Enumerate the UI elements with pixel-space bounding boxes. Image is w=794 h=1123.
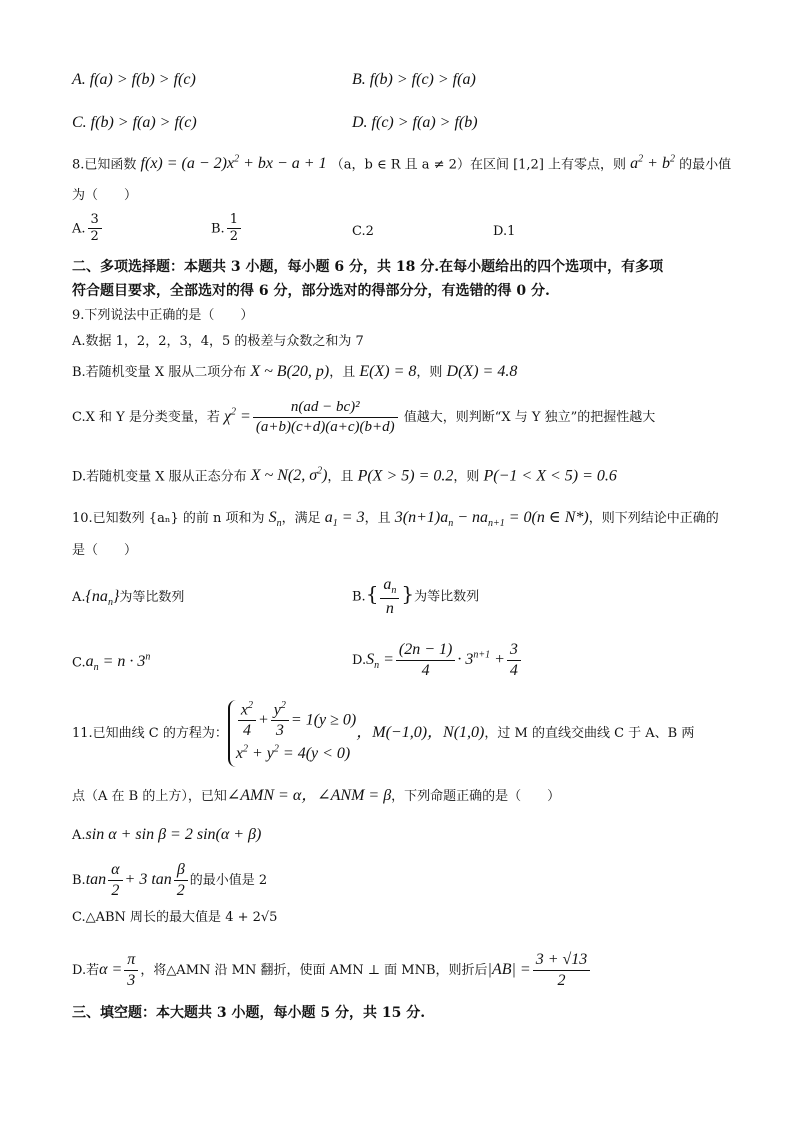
q11-b-end: 的最小值是 2 (189, 873, 268, 889)
q11-b-label: B. (72, 873, 86, 889)
q9-c-frac (253, 398, 398, 437)
q11-option-d (72, 950, 592, 991)
q11-stem2b: ，下列命题正确的是（ ） (391, 789, 561, 804)
q10-b-text: 为等比数列 (414, 589, 480, 605)
q9-d-mid: ，且 (327, 469, 354, 485)
q11-stem2: 点（A 在 B 的上方），已知 (72, 789, 227, 804)
q10-d-frac2: $\frac{3}{4}$ (507, 640, 521, 681)
q9-b-var: D(X) = 4.8 (446, 363, 518, 380)
q11-option-c: C.△ABN 周长的最大值是 4 + 2√5 (72, 910, 278, 925)
q11-d-text: D.若 (72, 963, 100, 979)
q10-b-frac: $\frac{a_n}{n}$ (380, 575, 399, 619)
q11-d-ab: |AB| = (487, 961, 531, 979)
q11-option-b (72, 860, 267, 901)
q10-option-b: B.{ $\frac{a_n}{n}$ }为等比数列 (352, 576, 480, 617)
q11-stem1: 11.已知曲线 C 的方程为： (72, 725, 228, 741)
q8-option-a-num: 3 (88, 212, 102, 229)
q10-a-seq: $\{na_n\}$ (85, 588, 120, 609)
q11-d-alpha: α = $\frac{\pi}{3}$ (99, 961, 140, 978)
q11-points: ，M(−1,0)，N(1,0) (356, 723, 485, 741)
q11-stem1b: ，过 M 的直线交曲线 C 于 A、B 两 (484, 725, 695, 741)
q10-stem1d: ，则下列结论中正确的 (588, 511, 719, 526)
q8-condition: （a，b ∈ R 且 a ≠ 2）在区间 [1,2] 上有零点，则 (330, 157, 627, 173)
q11-angles: ∠AMN = α，∠ANM = β (226, 787, 392, 804)
q10-stem1b: ，满足 (281, 511, 321, 526)
q10-option-d: $D.S_n$ = $\frac{(2n - 1)}{4}$ · $3^{n+1}$ + $\frac{3}{4}$ (352, 640, 523, 681)
q10-c-label: C. (72, 655, 86, 671)
q10-stem1c: ，且 (364, 511, 391, 526)
q10-recurrence: $3(n+1)a_n - na_{n+1} = 0(n$ ∈ N*) (394, 509, 589, 530)
q8-option-b-frac (227, 212, 241, 246)
q10-stem1: 10.已知数列 {aₙ} 的前 n 项和为 (72, 511, 265, 526)
q11-a-formula: sin α + sin β = 2 sin(α + β) (85, 826, 262, 843)
q8-stem-line2: 为（ ） (72, 188, 138, 203)
q11-option-a (72, 825, 261, 844)
q9-c-text: C.X 和 Y 是分类变量，若 (72, 409, 220, 425)
q11-d-den: 2 (557, 972, 566, 990)
q7-option-b: B. f(b) > f(c) > f(a) (352, 71, 476, 88)
q9-d-end: ，则 (453, 469, 480, 485)
q9-option-a: A.数据 1，2，2，3，4，5 的极差与众数之和为 7 (72, 334, 364, 349)
q9-c-chi: $\chi^2$ = (224, 406, 251, 425)
q9-b-mid: ，且 (329, 365, 356, 380)
q9-option-b (72, 362, 517, 381)
q10-stem-line2: 是（ ） (72, 543, 138, 558)
q8-option-a-den: 2 (90, 229, 99, 245)
q8-option-b-num: 1 (227, 212, 241, 229)
q11-stem (72, 700, 694, 767)
q8-prefix: 8.已知函数 (72, 157, 137, 173)
q11-stem-line2 (72, 786, 560, 805)
q10-option-c (72, 652, 150, 675)
q10-option-a: $A.\{na_n\}$为等比数列 (72, 588, 185, 609)
q8-option-a-label: A. (72, 221, 86, 237)
q10-d-label: D. (352, 653, 367, 668)
q9-d-p2: P(−1 < X < 5) = 0.6 (483, 467, 617, 485)
section3-header: 三、填空题：本大题共 3 小题，每小题 5 分，共 15 分. (72, 1005, 426, 1021)
section2-header-line2: 符合题目要求，全部选对的得 6 分，部分选对的得部分分，有选错的得 0 分. (72, 283, 550, 299)
q10-stem (72, 508, 719, 530)
q8-option-b-label: B. (211, 221, 225, 237)
q8-stem (72, 154, 731, 174)
q9-b-dist: X ~ B(20, p) (250, 363, 330, 380)
q11-curve-system: $\frac{x^2}{4}$ + $\frac{y^2}{3}$ = 1(y ≥ 0) $x^2 + y^2 = 4(y < 0)$ (228, 700, 356, 767)
q10-d-frac1: $\frac{(2n - 1)}{4}$ (396, 640, 455, 681)
q8-option-a-frac (88, 212, 102, 246)
section2-header-line1: 二、多项选择题：本题共 3 小题，每小题 6 分，共 18 分.在每小题给出的四个选项中，有多项 (72, 259, 664, 275)
q8-option-d: D.1 (493, 224, 516, 239)
q11-b-formula: tan $\frac{\alpha}{2}$ + 3 tan $\frac{\beta}{2}$ (86, 871, 190, 888)
q10-a1: $a_1 = 3$ (324, 509, 365, 530)
q9-d-text: D.若随机变量 X 服从正态分布 (72, 469, 247, 485)
q11-d-frac (533, 950, 591, 991)
q10-sn: $S_n$ (268, 509, 282, 530)
q7-option-d: D. f(c) > f(a) > f(b) (352, 114, 478, 131)
q9-b-end: ，则 (416, 365, 443, 380)
q8-function: $f(x) = (a - 2)x^2$ + bx − a + 1 (140, 154, 327, 173)
q9-c-num: n(ad − bc)² (253, 398, 398, 418)
q9-b-expect: E(X) = 8 (359, 363, 417, 380)
q9-b-text: B.若随机变量 X 服从二项分布 (72, 365, 247, 380)
q7-option-a: A. f(a) > f(b) > f(c) (72, 71, 196, 88)
q8-option-b-den: 2 (229, 229, 238, 245)
q9-c-end: 值越大，则判断“X 与 Y 独立”的把握性越大 (403, 409, 656, 425)
q10-c-formula: $a_n = n \cdot 3^n$ (85, 652, 151, 674)
q11-d-mid: ，将△AMN 沿 MN 翻折，使面 AMN ⊥ 面 MNB，则折后 (140, 963, 488, 979)
q7-option-c: C. f(b) > f(a) > f(c) (72, 114, 197, 131)
q8-suffix: 的最小值 (679, 157, 732, 173)
q10-a-text: 为等比数列 (119, 590, 185, 605)
q9-stem: 9.下列说法中正确的是（ ） (72, 308, 254, 323)
q8-expression: $a^2 + b^2$ (630, 154, 675, 173)
q9-option-d (72, 466, 617, 486)
q11-a-label: A. (72, 828, 86, 843)
q9-d-dist: X ~ N(2, $\sigma^2$) (250, 466, 328, 485)
q9-option-c (72, 398, 655, 437)
q8-options (72, 212, 104, 246)
q11-d-num: 3 + √13 (533, 950, 591, 971)
q8-option-c: C.2 (352, 224, 374, 239)
q10-d-sn: $S_n$ = (366, 651, 394, 672)
q9-c-den: (a+b)(c+d)(a+c)(b+d) (255, 418, 395, 435)
q8-option-b (211, 212, 243, 246)
q9-d-p1: P(X > 5) = 0.2 (357, 467, 454, 485)
